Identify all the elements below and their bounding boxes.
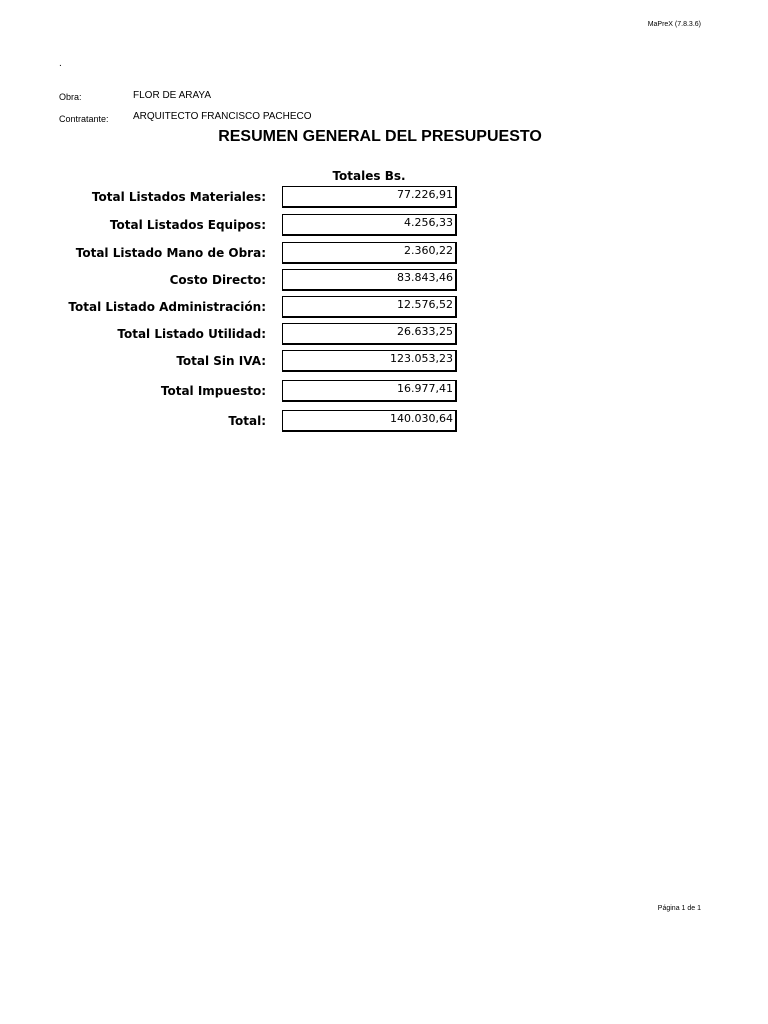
summary-row [0, 242, 768, 266]
obra-label: Obra: [59, 92, 82, 102]
row-value: 16.977,41 [282, 380, 457, 402]
row-value: 12.576,52 [282, 296, 457, 318]
obra-value: FLOR DE ARAYA [133, 90, 211, 101]
row-label: Total: [228, 414, 266, 428]
row-value: 83.843,46 [282, 269, 457, 291]
row-label: Total Listados Equipos: [109, 218, 266, 232]
summary-row [0, 323, 768, 347]
summary-row [0, 214, 768, 238]
summary-row [0, 380, 768, 404]
page-title: RESUMEN GENERAL DEL PRESUPUESTO [218, 128, 542, 145]
row-label: Total Listado Administración: [68, 300, 266, 314]
row-label: Total Listado Mano de Obra: [75, 246, 266, 260]
row-value: 140.030,64 [282, 410, 457, 432]
contratante-label: Contratante: [59, 114, 109, 124]
contratante-value: ARQUITECTO FRANCISCO PACHECO [133, 111, 312, 122]
row-value: 26.633,25 [282, 323, 457, 345]
column-header-totales: Totales Bs. [332, 169, 406, 183]
summary-row [0, 186, 768, 210]
row-label: Total Impuesto: [160, 384, 266, 398]
row-value: 123.053,23 [282, 350, 457, 372]
row-label: Total Listado Utilidad: [117, 327, 266, 341]
row-label: Costo Directo: [169, 273, 266, 287]
row-label: Total Sin IVA: [176, 354, 266, 368]
row-value: 4.256,33 [282, 214, 457, 236]
summary-row [0, 350, 768, 374]
software-version: MaPreX (7.8.3.6) [647, 21, 701, 28]
summary-row [0, 296, 768, 320]
summary-row [0, 269, 768, 293]
summary-row-total [0, 410, 768, 434]
header-dot: . [59, 58, 62, 69]
page-number: Página 1 de 1 [657, 905, 701, 912]
row-label: Total Listados Materiales: [91, 190, 266, 204]
row-value: 2.360,22 [282, 242, 457, 264]
row-value: 77.226,91 [282, 186, 457, 208]
